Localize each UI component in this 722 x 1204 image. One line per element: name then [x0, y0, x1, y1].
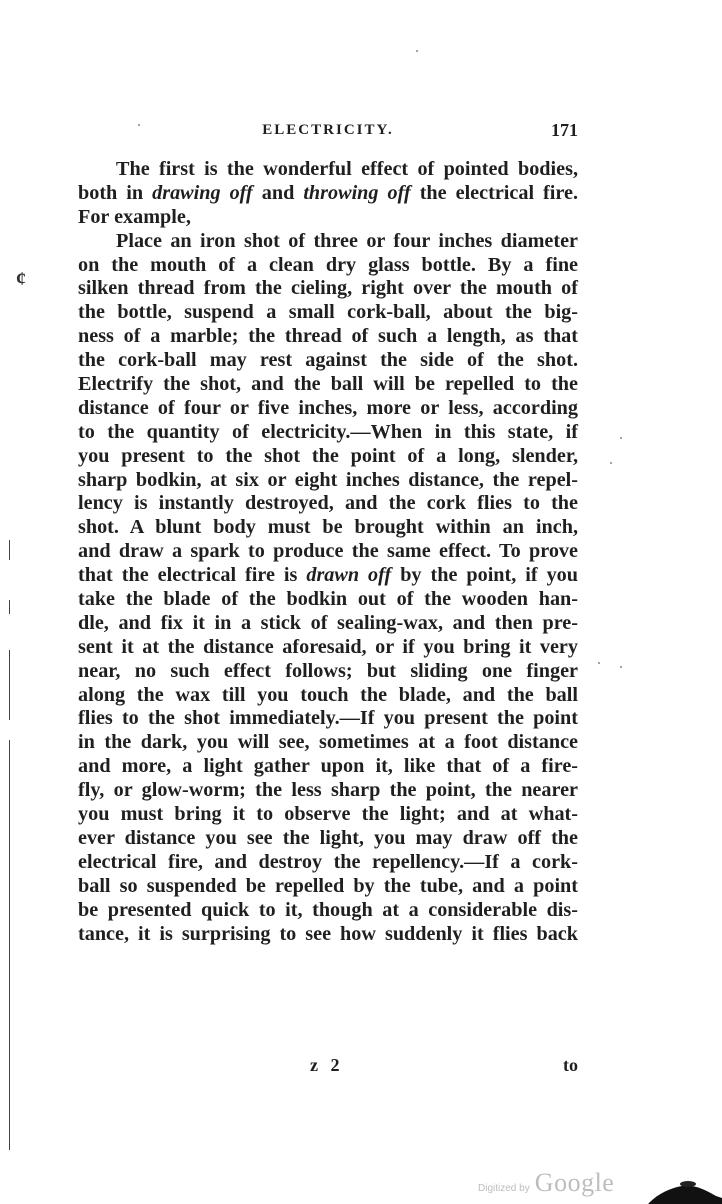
- binding-edge-line: [9, 740, 10, 1150]
- text-line: [78, 755, 578, 779]
- text-line: [78, 277, 578, 301]
- catchword: to: [563, 1055, 578, 1075]
- text-run: sent it at the distance aforesaid, or if you bring it very: [78, 635, 578, 658]
- dust-speck: [138, 124, 140, 126]
- text-run: flies to the shot immediately.—If you present the point: [78, 707, 578, 730]
- binding-edge-line: [9, 540, 10, 560]
- dust-speck: [620, 437, 622, 439]
- text-run: to the quantity of electricity.—When in this state, if: [78, 420, 578, 443]
- text-line: [78, 349, 578, 373]
- text-run: tance, it is surprising to see how suddenly it flies back: [78, 922, 578, 945]
- text-run: Electrify the shot, and the ball will be repelled to the: [78, 373, 578, 396]
- text-line: [78, 516, 578, 540]
- digitized-watermark: [478, 1168, 614, 1198]
- text-run: the cork-ball may rest against the side of the shot.: [78, 349, 578, 372]
- text-run: take the blade of the bodkin out of the wooden han-: [78, 588, 578, 611]
- text-run: and more, a light gather upon it, like that of a fire-: [78, 755, 578, 778]
- text-run: electrical fire, and destroy the repellency.—If a cork-: [78, 850, 578, 873]
- italic-phrase: throwing off: [303, 181, 411, 204]
- text-line: [78, 803, 578, 827]
- text-line: [78, 612, 578, 636]
- watermark-prefix: Digitized by: [478, 1183, 530, 1194]
- text-line: [78, 397, 578, 421]
- text-line: [78, 923, 578, 947]
- text-run: the bottle, suspend a small cork-ball, about the big-: [78, 301, 578, 324]
- text-run: Place an iron shot of three or four inches diameter: [116, 229, 578, 252]
- text-run: For example,: [78, 205, 191, 228]
- text-line: [78, 540, 578, 564]
- text-line: [78, 588, 578, 612]
- dust-speck: [416, 50, 418, 52]
- text-run: near, no such effect follows; but sliding one finger: [78, 659, 578, 682]
- text-line: [78, 827, 578, 851]
- page-footer: [78, 1052, 578, 1078]
- watermark-brand: Google: [534, 1168, 615, 1197]
- text-line: [78, 373, 578, 397]
- text-run: lency is instantly destroyed, and the cork flies to the: [78, 492, 578, 515]
- text-run: distance of four or five inches, more or less, according: [78, 396, 578, 419]
- text-line: [78, 421, 578, 445]
- text-line: [78, 254, 578, 278]
- text-run: you present to the shot the point of a long, slender,: [78, 444, 578, 467]
- text-line: [78, 158, 578, 182]
- page-header: [78, 118, 578, 142]
- italic-phrase: drawn off: [306, 564, 392, 587]
- text-line: [78, 492, 578, 516]
- text-line: [78, 325, 578, 349]
- text-run: ball so suspended be repelled by the tube, and a point: [78, 874, 578, 897]
- text-run: ever distance you see the light, you may draw off the: [78, 826, 578, 849]
- text-line: [78, 206, 578, 230]
- dust-speck: [610, 462, 612, 464]
- text-run: in the dark, you will see, sometimes at a foot distance: [78, 731, 578, 754]
- text-run: the electrical fire.: [410, 181, 578, 204]
- text-line: [78, 469, 578, 493]
- text-line: [78, 636, 578, 660]
- text-run: dle, and fix it in a stick of sealing-wax, and then pre-: [78, 611, 578, 634]
- text-run: on the mouth of a clean dry glass bottle. By a fine: [78, 253, 578, 276]
- binding-edge-line: [9, 650, 10, 720]
- text-run: silken thread from the cieling, right over the mouth of: [78, 277, 578, 300]
- dust-speck: [620, 666, 622, 668]
- text-run: The first is the wonderful effect of pointed bodies,: [116, 158, 578, 180]
- text-run: and draw a spark to produce the same effect. To prove: [78, 540, 578, 563]
- text-line: [78, 182, 578, 206]
- text-line: [78, 779, 578, 803]
- text-line: [78, 707, 578, 731]
- text-run: be presented quick to it, though at a considerable dis-: [78, 898, 578, 921]
- ink-blot: [648, 1172, 722, 1204]
- text-run: ness of a marble; the thread of such a length, as that: [78, 325, 578, 348]
- running-head: ELECTRICITY.: [262, 122, 394, 138]
- text-line: [78, 851, 578, 875]
- binding-edge-line: [9, 600, 10, 614]
- text-run: sharp bodkin, at six or eight inches distance, the repel-: [78, 468, 578, 491]
- text-run: that the electrical fire is: [78, 564, 307, 587]
- italic-phrase: drawing off: [152, 181, 253, 204]
- text-line: [78, 301, 578, 325]
- text-line: [78, 564, 578, 588]
- text-line: [78, 899, 578, 923]
- page-number: 171: [551, 120, 578, 140]
- text-line: [78, 445, 578, 469]
- text-line: [78, 684, 578, 708]
- text-line: [78, 230, 578, 254]
- text-line: [78, 875, 578, 899]
- margin-mark: ¢: [16, 268, 26, 290]
- dust-speck: [598, 662, 600, 664]
- text-line: [78, 731, 578, 755]
- body-text: [78, 158, 578, 946]
- text-run: by the point, if you: [391, 564, 578, 587]
- text-run: shot. A blunt body must be brought within an inch,: [78, 516, 578, 539]
- text-line: [78, 660, 578, 684]
- text-run: along the wax till you touch the blade, and the ball: [78, 683, 578, 706]
- text-run: both in: [78, 181, 153, 204]
- text-run: fly, or glow-worm; the less sharp the point, the nearer: [78, 779, 578, 802]
- text-run: and: [252, 181, 304, 204]
- text-run: you must bring it to observe the light; and at what-: [78, 803, 578, 826]
- signature-mark: z 2: [310, 1055, 344, 1075]
